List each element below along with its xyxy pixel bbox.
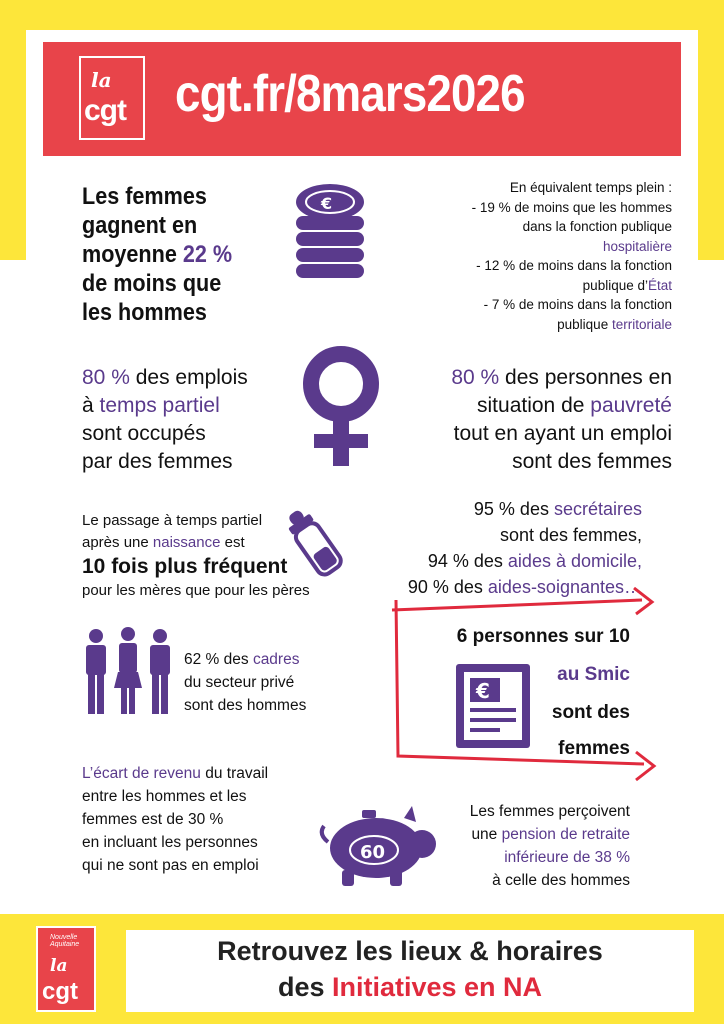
logo-la-text: la: [91, 68, 112, 92]
female-symbol-icon: [296, 340, 386, 470]
payslip-icon: [452, 660, 534, 752]
stat-minimum-wage-line3: sont des: [551, 702, 630, 723]
euro-sign: €: [476, 679, 490, 703]
stat-feminized-jobs: 95 % des secrétaires sont des femmes, 94 % des aides à domicile, 90 % des aides-soignantes…: [407, 499, 642, 597]
stat-minimum-wage-line1: 6 personnes sur 10: [456, 626, 630, 647]
footer-line1: Retrouvez les lieux & horaires: [217, 936, 603, 966]
campaign-url[interactable]: cgt.fr/8mars2026: [175, 65, 525, 123]
cgt-nouvelle-aquitaine-logo: [36, 926, 96, 1012]
logo-region-text: Nouvelle Aquitaine: [50, 934, 80, 948]
stat-minimum-wage-line2: au Smic: [557, 664, 630, 685]
stat-birth-part-time: Le passage à temps partiel après une naissance est 10 fois plus fréquent pour les mères que pour les pères: [82, 512, 310, 599]
stat-income-gap: L’écart de revenu du travail entre les hommes et les femmes est de 30 % en incluant les personnes qui ne sont pas en emploi: [82, 765, 269, 874]
people-executives-icon: [82, 626, 174, 718]
header-banner: [43, 42, 681, 156]
logo-cgt-text: cgt: [84, 94, 126, 127]
stat-part-time: 80 % des emplois à temps partiel sont occupés par des femmes: [82, 366, 248, 473]
yellow-frame-top: [0, 0, 724, 30]
baby-bottle-icon: [282, 500, 352, 580]
yellow-frame-right: [698, 0, 724, 260]
footer-line2: des Initiatives en NA: [277, 972, 543, 1002]
logo-cgt-text: cgt: [42, 978, 78, 1005]
yellow-frame-left: [0, 0, 26, 260]
stat-pension: Les femmes perçoivent une pension de retraite inférieure de 38 % à celle des hommes: [469, 803, 630, 889]
logo-la-text: la: [50, 956, 68, 976]
footer-callout: [126, 930, 694, 1012]
footer-initiatives-link[interactable]: Initiatives en NA: [331, 972, 543, 1002]
stat-salary-gap: Les femmes gagnent en moyenne 22 % de moins que les hommes: [82, 183, 233, 326]
pig-label: 60: [360, 842, 386, 863]
cgt-logo: [79, 56, 145, 140]
stat-minimum-wage-line4: femmes: [558, 738, 630, 759]
coin-stack-icon: [290, 180, 370, 292]
stat-executives: 62 % des cadres du secteur privé sont des hommes: [184, 651, 307, 714]
svg-text:€: €: [321, 194, 333, 213]
stat-poverty: 80 % des personnes en situation de pauvreté tout en ayant un emploi sont des femmes: [451, 366, 672, 473]
stat-public-sector: En équivalent temps plein : - 19 % de moins que les hommes dans la fonction publique hospitalière - 12 % de moins dans la fonction publique d’État - 7 % de moins dans la fonction publique territoriale: [471, 180, 672, 332]
